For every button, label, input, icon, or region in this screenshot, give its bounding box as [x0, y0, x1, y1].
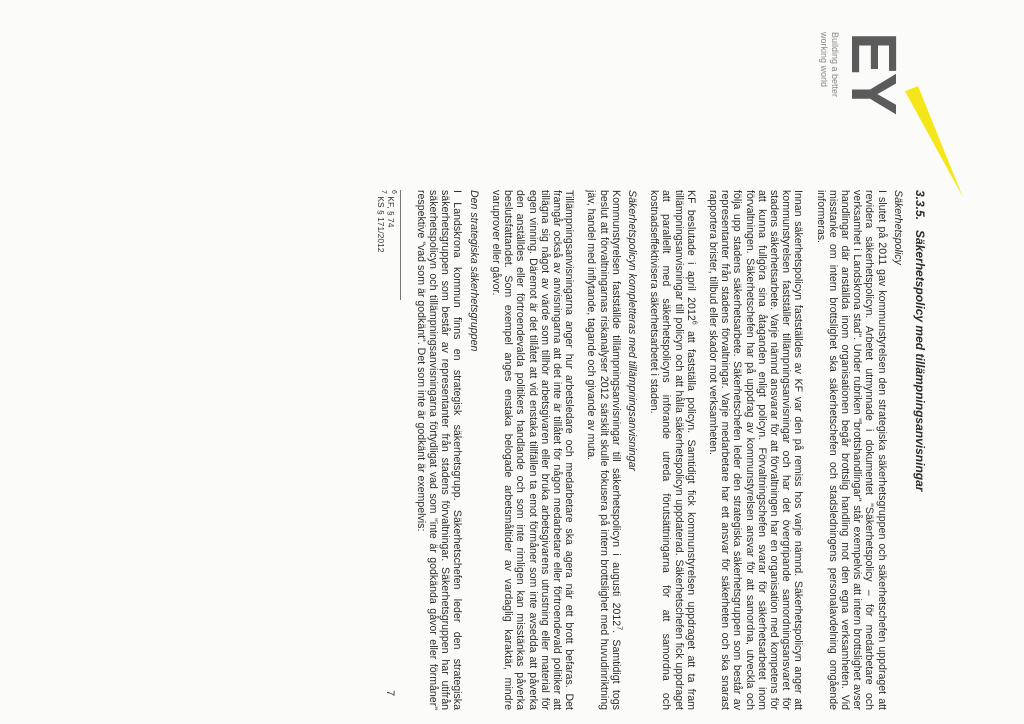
footnote-text: KS § 171/2012: [375, 196, 386, 253]
footnote-ref: 6: [690, 320, 698, 325]
paragraph-text: . Samtidigt togs beslut att förvaltningarnas riskanalyser 2012 särskilt skulle fokusera på intern brottslighet med huvudinriktning jäv, handel med inflytande, tagande och givande av muta.: [585, 190, 622, 710]
page-content: [376, 190, 926, 710]
paragraph-text: Kommunstyrelsen fastställde tillämpningsanvisningar till säkerhetspolicyn i augusti 2012: [609, 190, 622, 627]
subheading: Den strategiska säkerhetsgruppen: [467, 190, 480, 352]
paragraph: I slutet på 2011 gav kommunstyrelsen den strategiska säkerhetsgruppen och säkerhetschefen uppdraget att revidera säkerhetspolicyn. Arbetet utmynnade i dokumentet "Säkerhetspolicy – för medarbetare och verksamhet i Landskrona stad". Under rubriken "brottshandlingar" står exempelvis att intern brottslighet avser handlingar där anställda inom organisationen begår brottslig handling mot den egna verksamheten. Vid misstanke om intern brottslighet ska säkerhetschefen och stadsledningens personalavdelning omgående informeras.: [814, 190, 888, 710]
logo-yellow-bar: [905, 86, 963, 203]
section-title: Säkerhetspolicy med tillämpningsanvisningar: [913, 230, 927, 492]
footnote-mark: 7: [379, 190, 387, 194]
logo-mark: EY: [838, 32, 910, 114]
paragraph: Tillämpningsanvisningarna anger hur arbetsledare och medarbetare ska agera när ett brott befaras. Det framgår också av anvisningarna att det inte är tillåtet för någon medarbetare eller förtroendevald politiker att tillägna sig något av värde som tillhör arbetsgivaren eller bruka arbetsgivarens utrustning eller material för egen vinning. Däremot är det tillåtet att vid enstaka tillfällen ta emot förmåner som inte avsedda att påverka den anställdes eller förtroendevalda politikers handlande och som inte rimligen kan misstänkas påverka beslutsfattandet. Som exempel anges enstaka belogade arbetsmåltider av vardaglig karaktär, mindre varuprover eller gåvor.: [489, 190, 576, 710]
logo-tagline-line1: Building a better: [830, 32, 840, 98]
paragraph: I Landskrona kommun finns en strategisk säkerhetsgrupp. Säkerhetschefen leder den strategiska säkerhetsgruppen som består av representanter från stadens förvaltningar. Säkerhetsgruppen har utifrån säkerhetspolicyn och tillämpningsanvisningarna förtydligat vad som "inte är godkända gåvor eller förmåner" respektive "vad som är godkänt". Det som inte är godkänt är exempelvis:: [414, 190, 464, 710]
paragraph: [648, 190, 697, 710]
footnote-mark: 6: [389, 190, 397, 194]
footnote: [386, 190, 396, 710]
logo-tagline-line2: working world: [819, 32, 829, 88]
footnote-text: KF, § 74: [385, 196, 396, 228]
section-heading: [914, 190, 926, 710]
page-number: 7: [384, 690, 396, 697]
paragraph-text: KF beslutade i april 2012: [684, 190, 697, 321]
footnote-divider: [400, 190, 401, 300]
subheading: Säkerhetspolicyn kompletteras med tillämpningsanvisningar: [625, 190, 638, 471]
subheading: Säkerhetspolicy: [891, 190, 904, 265]
footnote-ref: 7: [615, 626, 623, 631]
paragraph: [585, 190, 622, 710]
paragraph: Innan säkerhetspolicyn fastställdes av KF var den på remiss hos varje nämnd. Säkerhetspolicyn anger att kommunstyrelsen fastställer tillämpningsanvisningar och har det övergripande samordningsansvaret för stadens säkerhetsarbete. Varje nämnd ansvarar för att förvaltningen har en organisation med kompetens för att kunna fullgöra sina åtaganden enligt policyn. Förvaltningschefen svarar för säkerhetsarbetet inom förvaltningen. Säkerhetschefen har på uppdrag av kommunstyrelsen ansvar för att samordna, utveckla och följa upp stadens säkerhetsarbete. Säkerhetschefen leder den strategiska säkerhetsgruppen som består av representanter från stadens förvaltningar. Varje medarbetare har ett ansvar för säkerheten och ska snarast rapportera brister, tillbud eller skador mot verksamheten.: [706, 190, 805, 710]
logo-tagline: [818, 32, 840, 97]
paragraph-text: att fastställa policyn. Samtidigt fick kommunstyrelsen uppdraget att ta fram tillämpningsanvisningar till policyn och att hålla säkerhetspolicyn uppdaterad. Säkerhetschefen fick uppdraget att parallellt med säkerhetspolicyns införande utreda förutsättningarna för att samordna och kostnadseffektivisera säkerhetsarbetet i staden.: [648, 190, 697, 710]
section-number: 3.3.5.: [913, 190, 927, 221]
footnote: [376, 190, 386, 710]
